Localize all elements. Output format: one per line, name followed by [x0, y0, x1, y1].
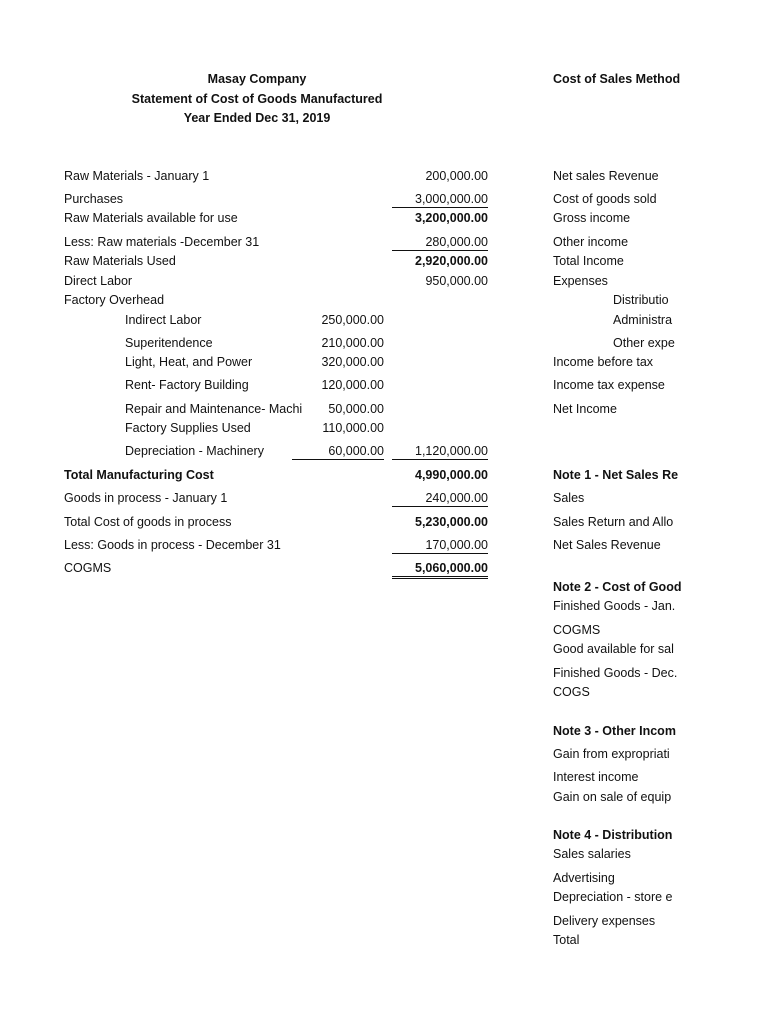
- net-sales-revenue-label: Net sales Revenue: [553, 169, 659, 183]
- statement-title: Statement of Cost of Goods Manufactured: [131, 92, 383, 106]
- overhead-item-value: 320,000.00: [321, 355, 384, 369]
- less-raw-dec-label: Less: Raw materials -December 31: [64, 235, 260, 249]
- raw-materials-jan-label: Raw Materials - January 1: [64, 169, 210, 183]
- note1-net-label: Net Sales Revenue: [553, 538, 661, 552]
- overhead-item-label: Indirect Labor: [125, 313, 202, 327]
- administrative-label: Administra: [613, 313, 673, 327]
- overhead-total-value: 1,120,000.00: [392, 444, 488, 460]
- purchases-label: Purchases: [64, 192, 124, 206]
- distribution-label: Distributio: [613, 293, 669, 307]
- note1-sales-label: Sales: [553, 491, 585, 505]
- factory-overhead-label: Factory Overhead: [64, 293, 165, 307]
- note2-cogs-label: COGS: [553, 685, 590, 699]
- expenses-label: Expenses: [553, 274, 608, 288]
- raw-used-label: Raw Materials Used: [64, 254, 176, 268]
- cost-of-goods-sold-label: Cost of goods sold: [553, 192, 657, 206]
- total-mfg-cost-label: Total Manufacturing Cost: [64, 468, 214, 482]
- note4-delivery-label: Delivery expenses: [553, 914, 656, 928]
- cost-of-sales-method-title: Cost of Sales Method: [553, 72, 681, 86]
- total-gip-value: 5,230,000.00: [415, 515, 488, 529]
- income-before-tax-label: Income before tax: [553, 355, 654, 369]
- overhead-item-value: 250,000.00: [321, 313, 384, 327]
- gross-income-label: Gross income: [553, 211, 631, 225]
- raw-used-value: 2,920,000.00: [415, 254, 488, 268]
- purchases-value: 3,000,000.00: [392, 192, 488, 208]
- less-gip-dec-label: Less: Goods in process - December 31: [64, 538, 281, 552]
- overhead-item-label: Depreciation - Machinery: [125, 444, 264, 458]
- overhead-item-value: 50,000.00: [328, 402, 384, 416]
- note3-gain-exprop-label: Gain from expropriati: [553, 747, 670, 761]
- note2-fg-dec-label: Finished Goods - Dec.: [553, 666, 678, 680]
- overhead-item-value: 60,000.00: [292, 444, 384, 460]
- note1-title: Note 1 - Net Sales Re: [553, 468, 679, 482]
- gip-jan-value: 240,000.00: [392, 491, 488, 507]
- direct-labor-label: Direct Labor: [64, 274, 133, 288]
- note4-total-label: Total: [553, 933, 580, 947]
- other-expenses-label: Other expe: [613, 336, 675, 350]
- note3-interest-label: Interest income: [553, 770, 639, 784]
- raw-materials-jan-value: 200,000.00: [425, 169, 488, 183]
- raw-available-value: 3,200,000.00: [415, 211, 488, 225]
- less-gip-dec-value: 170,000.00: [392, 538, 488, 554]
- note3-gain-equip-label: Gain on sale of equip: [553, 790, 672, 804]
- net-income-label: Net Income: [553, 402, 617, 416]
- overhead-item-label: Repair and Maintenance- Machi: [125, 402, 303, 416]
- gip-jan-label: Goods in process - January 1: [64, 491, 228, 505]
- cogms-label: COGMS: [64, 561, 112, 575]
- note1-returns-label: Sales Return and Allo: [553, 515, 674, 529]
- overhead-item-label: Light, Heat, and Power: [125, 355, 253, 369]
- raw-available-label: Raw Materials available for use: [64, 211, 238, 225]
- total-gip-label: Total Cost of goods in process: [64, 515, 232, 529]
- cogms-value: 5,060,000.00: [392, 561, 488, 579]
- note2-title: Note 2 - Cost of Good: [553, 580, 682, 594]
- note4-depreciation-label: Depreciation - store e: [553, 890, 673, 904]
- other-income-label: Other income: [553, 235, 629, 249]
- note4-title: Note 4 - Distribution: [553, 828, 673, 842]
- note2-fg-jan-label: Finished Goods - Jan.: [553, 599, 676, 613]
- note2-cogms-label: COGMS: [553, 623, 601, 637]
- overhead-item-label: Superitendence: [125, 336, 213, 350]
- note2-available-label: Good available for sal: [553, 642, 674, 656]
- note3-title: Note 3 - Other Incom: [553, 724, 676, 738]
- overhead-item-label: Rent- Factory Building: [125, 378, 249, 392]
- overhead-item-value: 120,000.00: [321, 378, 384, 392]
- overhead-item-value: 110,000.00: [322, 421, 384, 435]
- note4-sales-salaries-label: Sales salaries: [553, 847, 631, 861]
- overhead-item-label: Factory Supplies Used: [125, 421, 251, 435]
- overhead-item-value: 210,000.00: [321, 336, 384, 350]
- income-tax-expense-label: Income tax expense: [553, 378, 665, 392]
- note4-advertising-label: Advertising: [553, 871, 615, 885]
- total-income-label: Total Income: [553, 254, 624, 268]
- direct-labor-value: 950,000.00: [425, 274, 488, 288]
- total-mfg-cost-value: 4,990,000.00: [415, 468, 488, 482]
- statement-period: Year Ended Dec 31, 2019: [183, 111, 331, 125]
- company-name: Masay Company: [207, 72, 307, 86]
- less-raw-dec-value: 280,000.00: [392, 235, 488, 251]
